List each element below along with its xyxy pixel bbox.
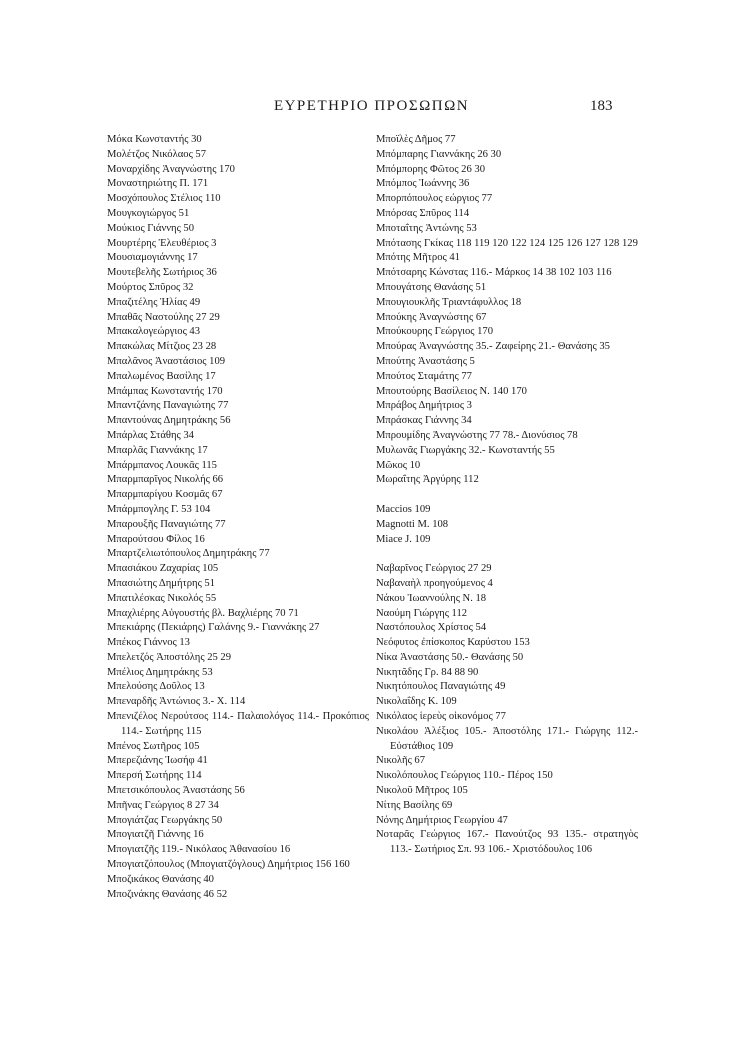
index-entry: Magnotti M. 108 (376, 518, 449, 530)
index-entry: Μπόμπος Ἰωάννης 36 (376, 178, 470, 190)
index-entry: Μπατιλέσκας Νικολός 55 (107, 592, 217, 604)
index-entry: Μπούτος Σταμάτης 77 (376, 370, 472, 382)
index-entry: Μπαντζάνης Παναγιώτης 77 (107, 400, 229, 412)
index-entry: Miace J. 109 (376, 533, 431, 545)
index-entry: Μπράβος Δημήτριος 3 (376, 400, 472, 412)
index-entry: Νεόφυτος ἐπίσκοπος Καρύστου 153 (376, 637, 530, 649)
index-entry: Νοταρᾶς Γεώργιος 167.- Πανούτζος 93 135.- στρατηγὸς 113.- Σωτήριος Σπ. 93 106.- Χριστόδουλος 106 (376, 829, 638, 856)
index-entry: Μπούρας Ἀναγνώστης 35.- Ζαφείρης 21.- Θανάσης 35 (376, 341, 610, 353)
index-entry: Μπαχλιέρης Αὐγουστής βλ. Βαχλιέρης 70 71 (107, 607, 299, 619)
index-entry: Μπαλωμένος Βασίλης 17 (107, 370, 216, 382)
index-entry: Μπάρμπανος Λουκᾶς 115 (107, 459, 217, 471)
index-entry: Μπάμπας Κωνσταντής 170 (107, 385, 223, 397)
index-entry: Μπαρλᾶς Γιαννάκης 17 (107, 444, 208, 456)
index-entry: Μπότασης Γκίκας 118 119 120 122 124 125 126 127 128 129 (376, 237, 638, 249)
index-entry: Μπότσαρης Κώνστας 116.- Μάρκος 14 38 102 103 116 (376, 267, 612, 279)
index-entry: Μπετσικόπουλος Ἀναστάσης 56 (107, 785, 245, 797)
section-gap (376, 547, 638, 562)
index-entry: Μποϊλὲς Δῆμος 77 (376, 134, 456, 145)
index-entry: Μπένος Σωτῆρος 105 (107, 740, 200, 752)
index-entry: Μπεκιάρης (Πεκιάρης) Γαλάνης 9.- Γιαννάκης 27 (107, 622, 320, 634)
index-entry: Νικητᾶδης Γρ. 84 88 90 (376, 666, 479, 678)
index-entry: Μολέτζος Νικόλαος 57 (107, 148, 207, 160)
index-entry: Ναβαρῖνος Γεώργιος 27 29 (376, 563, 492, 575)
index-entry: Μπαθᾶς Ναστούλης 27 29 (107, 311, 220, 323)
index-entry: Μόκα Κωνσταντής 30 (107, 134, 202, 145)
index-entry: Μπογιάτζας Γεωργάκης 50 (107, 814, 223, 826)
index-entry: Μπῆνας Γεώργιος 8 27 34 (107, 799, 219, 811)
index-entry: Νίτης Βασίλης 69 (376, 799, 453, 811)
index-entry: Μπούκουρης Γεώργιος 170 (376, 326, 494, 338)
index-entry: Νικόλαος ἱερεὺς οἰκονόμος 77 (376, 711, 506, 723)
index-entry: Μπούκης Ἀναγνώστης 67 (376, 311, 487, 323)
index-entry: Νάκου Ἰωαννούλης Ν. 18 (376, 592, 487, 604)
index-entry: Μωραΐτης Ἀργύρης 112 (376, 474, 479, 486)
index-entry: Μπασιώτης Δημήτρης 51 (107, 577, 216, 589)
index-entry: Μούρτος Σπῦρος 32 (107, 281, 194, 293)
index-entry: Μπελούσης Δοῦλος 13 (107, 681, 205, 693)
index-entry: Μπόμπορης Φῶτος 26 30 (376, 163, 486, 175)
index-entry: Μπαζιτέλης Ἠλίας 49 (107, 296, 201, 308)
index-entry: Μποζικάκος Θανάσης 40 (107, 873, 214, 885)
index-entry: Μπακαλογεώργιος 43 (107, 326, 201, 338)
index-entry: Νικολάου Ἀλέξιος 105.- Ἀποστόλης 171.- Γιώργης 112.- Εὐστάθιος 109 (376, 725, 638, 752)
index-entry: Μπόρσας Σπῦρος 114 (376, 207, 470, 219)
index-entry: Μπασιάκου Ζαχαρίας 105 (107, 563, 219, 575)
index-entry: Μποταΐτης Ἀντώνης 53 (376, 222, 477, 234)
index-entry: Μπρουμίδης Ἀναγνώστης 77 78.- Διονύσιος 78 (376, 429, 578, 441)
index-entry: Μπάρμπογλης Γ. 53 104 (107, 503, 211, 515)
index-entry: Νικολόπουλος Γεώργιος 110.- Πέρος 150 (376, 770, 553, 782)
index-entry: Ναβαναὴλ προηγούμενος 4 (376, 577, 493, 589)
index-entry: Μποζινάκης Θανάσης 46 52 (107, 888, 228, 900)
index-entry: Maccios 109 (376, 503, 431, 515)
index-entry: Μπενιζέλος Νερούτσος 114.- Παλαιολόγος 114.- Προκόπιος 114.- Σωτήρης 115 (107, 711, 369, 737)
index-entry: Μπογιατζόπουλος (Μπογιατζόγλους) Δημήτριος 156 160 (107, 859, 350, 871)
index-entry: Μπελετζός Ἀποστόλης 25 29 (107, 651, 232, 663)
index-entry: Μπαρμπαρίγου Κοσμᾶς 67 (107, 489, 223, 501)
index-entry: Μπουγάτσης Θανάσης 51 (376, 281, 487, 293)
page-number: 183 (590, 98, 613, 114)
index-entry: Μπεναρδῆς Ἀντώνιος 3.- Χ. 114 (107, 696, 246, 708)
index-column-left (107, 133, 369, 902)
index-entry: Ναστόπουλος Χρίστος 54 (376, 622, 487, 634)
index-entry: Νόνης Δημήτριος Γεωργίου 47 (376, 814, 508, 826)
index-entry: Μπερεζιάνης Ἰωσήφ 41 (107, 755, 208, 767)
index-entry: Μπέλιος Δημητράκης 53 (107, 666, 213, 678)
index-entry: Μπερσή Σωτήρης 114 (107, 770, 202, 782)
index-entry: Μπαλᾶνος Ἀναστάσιος 109 (107, 355, 226, 367)
index-entry: Μουσιαμογιάννης 17 (107, 252, 198, 264)
index-entry: Μούκιος Γιάννης 50 (107, 222, 194, 234)
index-entry: Μπόμπαρης Γιαννάκης 26 30 (376, 148, 502, 160)
index-entry: Μοσχόπουλος Στέλιος 110 (107, 193, 221, 205)
index-column-right (376, 133, 638, 858)
index-entry: Μπέκος Γιάννος 13 (107, 637, 190, 649)
index-entry: Μπορπόπουλος εώργιος 77 (376, 193, 493, 205)
index-entry: Μπογιατζῆ Γιάννης 16 (107, 829, 204, 841)
index-entry: Μπαρουξῆς Παναγιώτης 77 (107, 518, 226, 530)
index-entry: Μπαρτζελιωτόπουλος Δημητράκης 77 (107, 548, 270, 560)
index-entry: Μπαρούτσου Φίλος 16 (107, 533, 205, 545)
index-entry: Νίκα Ἀναστάσης 50.- Θανάσης 50 (376, 651, 524, 663)
index-entry: Μπάρλας Στάθης 34 (107, 429, 194, 441)
index-entry: Ναούμη Γιώργης 112 (376, 607, 468, 619)
index-entry: Νικητόπουλος Παναγιώτης 49 (376, 681, 506, 693)
index-entry: Νικολαΐδης Κ. 109 (376, 696, 457, 708)
index-entry: Μοναρχίδης Ἀναγνώστης 170 (107, 163, 235, 175)
index-entry: Μπακώλας Μίτζιος 23 28 (107, 341, 217, 353)
index-entry: Μπουγιουκλῆς Τριαντάφυλλος 18 (376, 296, 522, 308)
section-gap (376, 488, 638, 503)
index-entry: Μπουτούρης Βασίλειος Ν. 140 170 (376, 385, 527, 397)
index-entry: Μοναστηριώτης Π. 171 (107, 178, 209, 190)
index-entry: Μπαντούνας Δημητράκης 56 (107, 415, 231, 427)
index-entry: Μουρτέρης Ἐλευθέριος 3 (107, 237, 217, 249)
index-entry: Νικολοῦ Μῆτρος 105 (376, 785, 468, 797)
index-entry: Μπαρμπαρῖγος Νικολής 66 (107, 474, 224, 486)
index-entry: Μουγκογιώργος 51 (107, 207, 190, 219)
index-entry: Μπότης Μῆτρος 41 (376, 252, 460, 264)
index-entry: Νικολῆς 67 (376, 755, 426, 767)
index-entry: Μυλωνᾶς Γιωργάκης 32.- Κωνσταντής 55 (376, 444, 555, 456)
page-title: ΕΥΡΕΤΗΡΙΟ ΠΡΟΣΩΠΩΝ (273, 98, 470, 114)
index-entry: Μουτεβελῆς Σωτήριος 36 (107, 267, 217, 279)
index-entry: Μπράσκας Γιάννης 34 (376, 415, 472, 427)
index-entry: Μπογιατζῆς 119.- Νικόλαος Ἀθανασίου 16 (107, 844, 291, 856)
index-entry: Μῶκος 10 (376, 459, 421, 471)
index-entry: Μπούτης Ἀναστάσης 5 (376, 355, 475, 367)
